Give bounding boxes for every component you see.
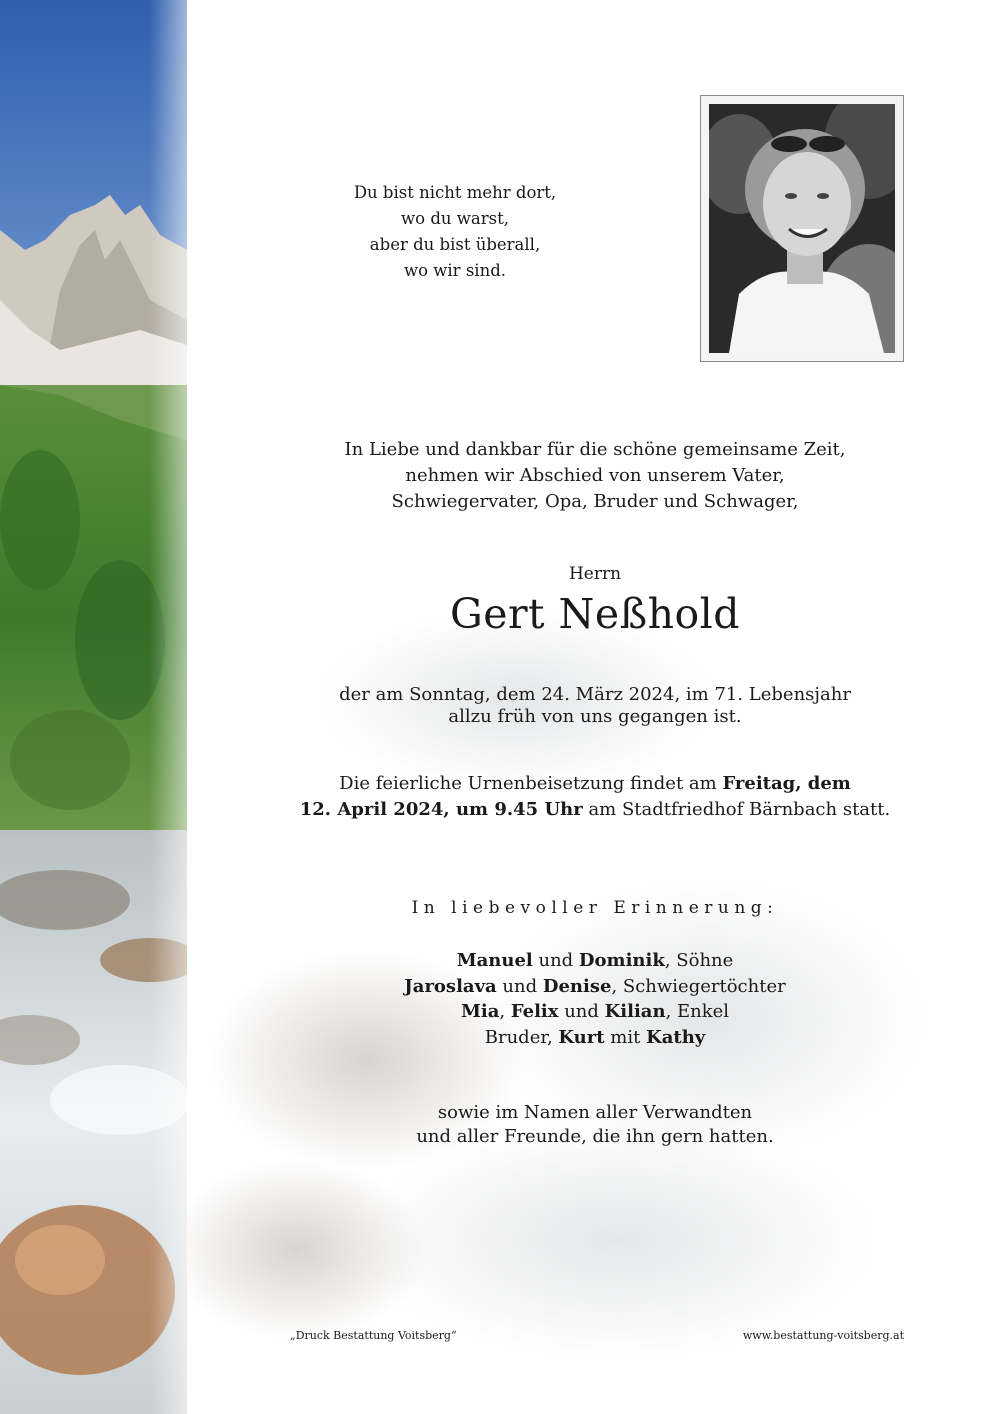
death-notice (300, 684, 890, 728)
deceased-name: Gert Neßhold (449, 590, 741, 638)
funeral-line (270, 771, 920, 797)
honorific: Herrn (568, 564, 622, 584)
death-line: der am Sonntag, dem 24. März 2024, im 71. Lebensjahr (339, 684, 851, 705)
mourner-joiner: und (558, 1001, 605, 1022)
funeral-details (270, 771, 920, 823)
mourner-name: Kilian (604, 1001, 666, 1022)
funeral-text: Die feierliche Urnenbeisetzung findet am (339, 773, 723, 794)
mourners-list (300, 948, 890, 1050)
farewell-intro (300, 437, 890, 515)
portrait-photo (709, 104, 895, 353)
mourner-relation: , Söhne (664, 950, 734, 971)
funeral-date-time: 12. April 2024, um 9.45 Uhr (299, 799, 583, 820)
quote-line: Du bist nicht mehr dort, (353, 183, 557, 202)
mourner-joiner: und (496, 975, 543, 997)
mourner-name: Jaroslava (404, 975, 497, 997)
intro-line: In Liebe und dankbar für die schöne gemeinsame Zeit, (344, 439, 846, 460)
mourner-separator: , (499, 1001, 511, 1022)
intro-line: Schwiegervater, Opa, Bruder und Schwager, (391, 491, 799, 512)
mourner-name: Kurt (558, 1026, 605, 1048)
closing-line: und aller Freunde, die ihn gern hatten. (416, 1126, 774, 1147)
death-line: allzu früh von uns gegangen ist. (448, 706, 742, 727)
mourner-relation: Bruder, (484, 1026, 559, 1048)
closing-text (300, 1101, 890, 1149)
mourner-relation: , Enkel (665, 1001, 730, 1022)
closing-line: sowie im Namen aller Verwandten (437, 1102, 753, 1123)
mourner-name: Manuel (456, 950, 533, 971)
intro-line: nehmen wir Abschied von unserem Vater, (405, 465, 785, 486)
funeral-location: am Stadtfriedhof Bärnbach statt. (582, 799, 891, 820)
website-link[interactable]: www.bestattung-voitsberg.at (742, 1329, 904, 1342)
mourner-name: Felix (510, 1001, 559, 1022)
mourner-row (300, 999, 890, 1025)
printer-credit: „Druck Bestattung Voitsberg“ (290, 1329, 457, 1342)
mourner-relation: , Schwiegertöchter (611, 975, 786, 997)
quote-line: wo wir sind. (403, 261, 506, 280)
mourner-name: Mia (460, 1001, 500, 1022)
quote-line: aber du bist überall, (369, 235, 541, 254)
funeral-date-part: Freitag, dem (722, 773, 851, 794)
mourner-name: Denise (542, 975, 612, 997)
mourner-row (300, 1025, 890, 1051)
mourner-row (300, 948, 890, 974)
mourner-name: Kathy (646, 1026, 706, 1048)
mourner-joiner: mit (604, 1026, 647, 1048)
mourner-joiner: und (532, 950, 579, 971)
memorial-quote (290, 180, 620, 284)
quote-line: wo du warst, (401, 209, 509, 228)
funeral-line (270, 797, 920, 823)
mourner-row (300, 974, 890, 1000)
mourner-name: Dominik (578, 950, 665, 971)
mourners-heading: In liebevoller Erinnerung: (411, 898, 779, 918)
portrait-photo-frame (700, 95, 904, 362)
landscape-image (0, 0, 187, 1414)
